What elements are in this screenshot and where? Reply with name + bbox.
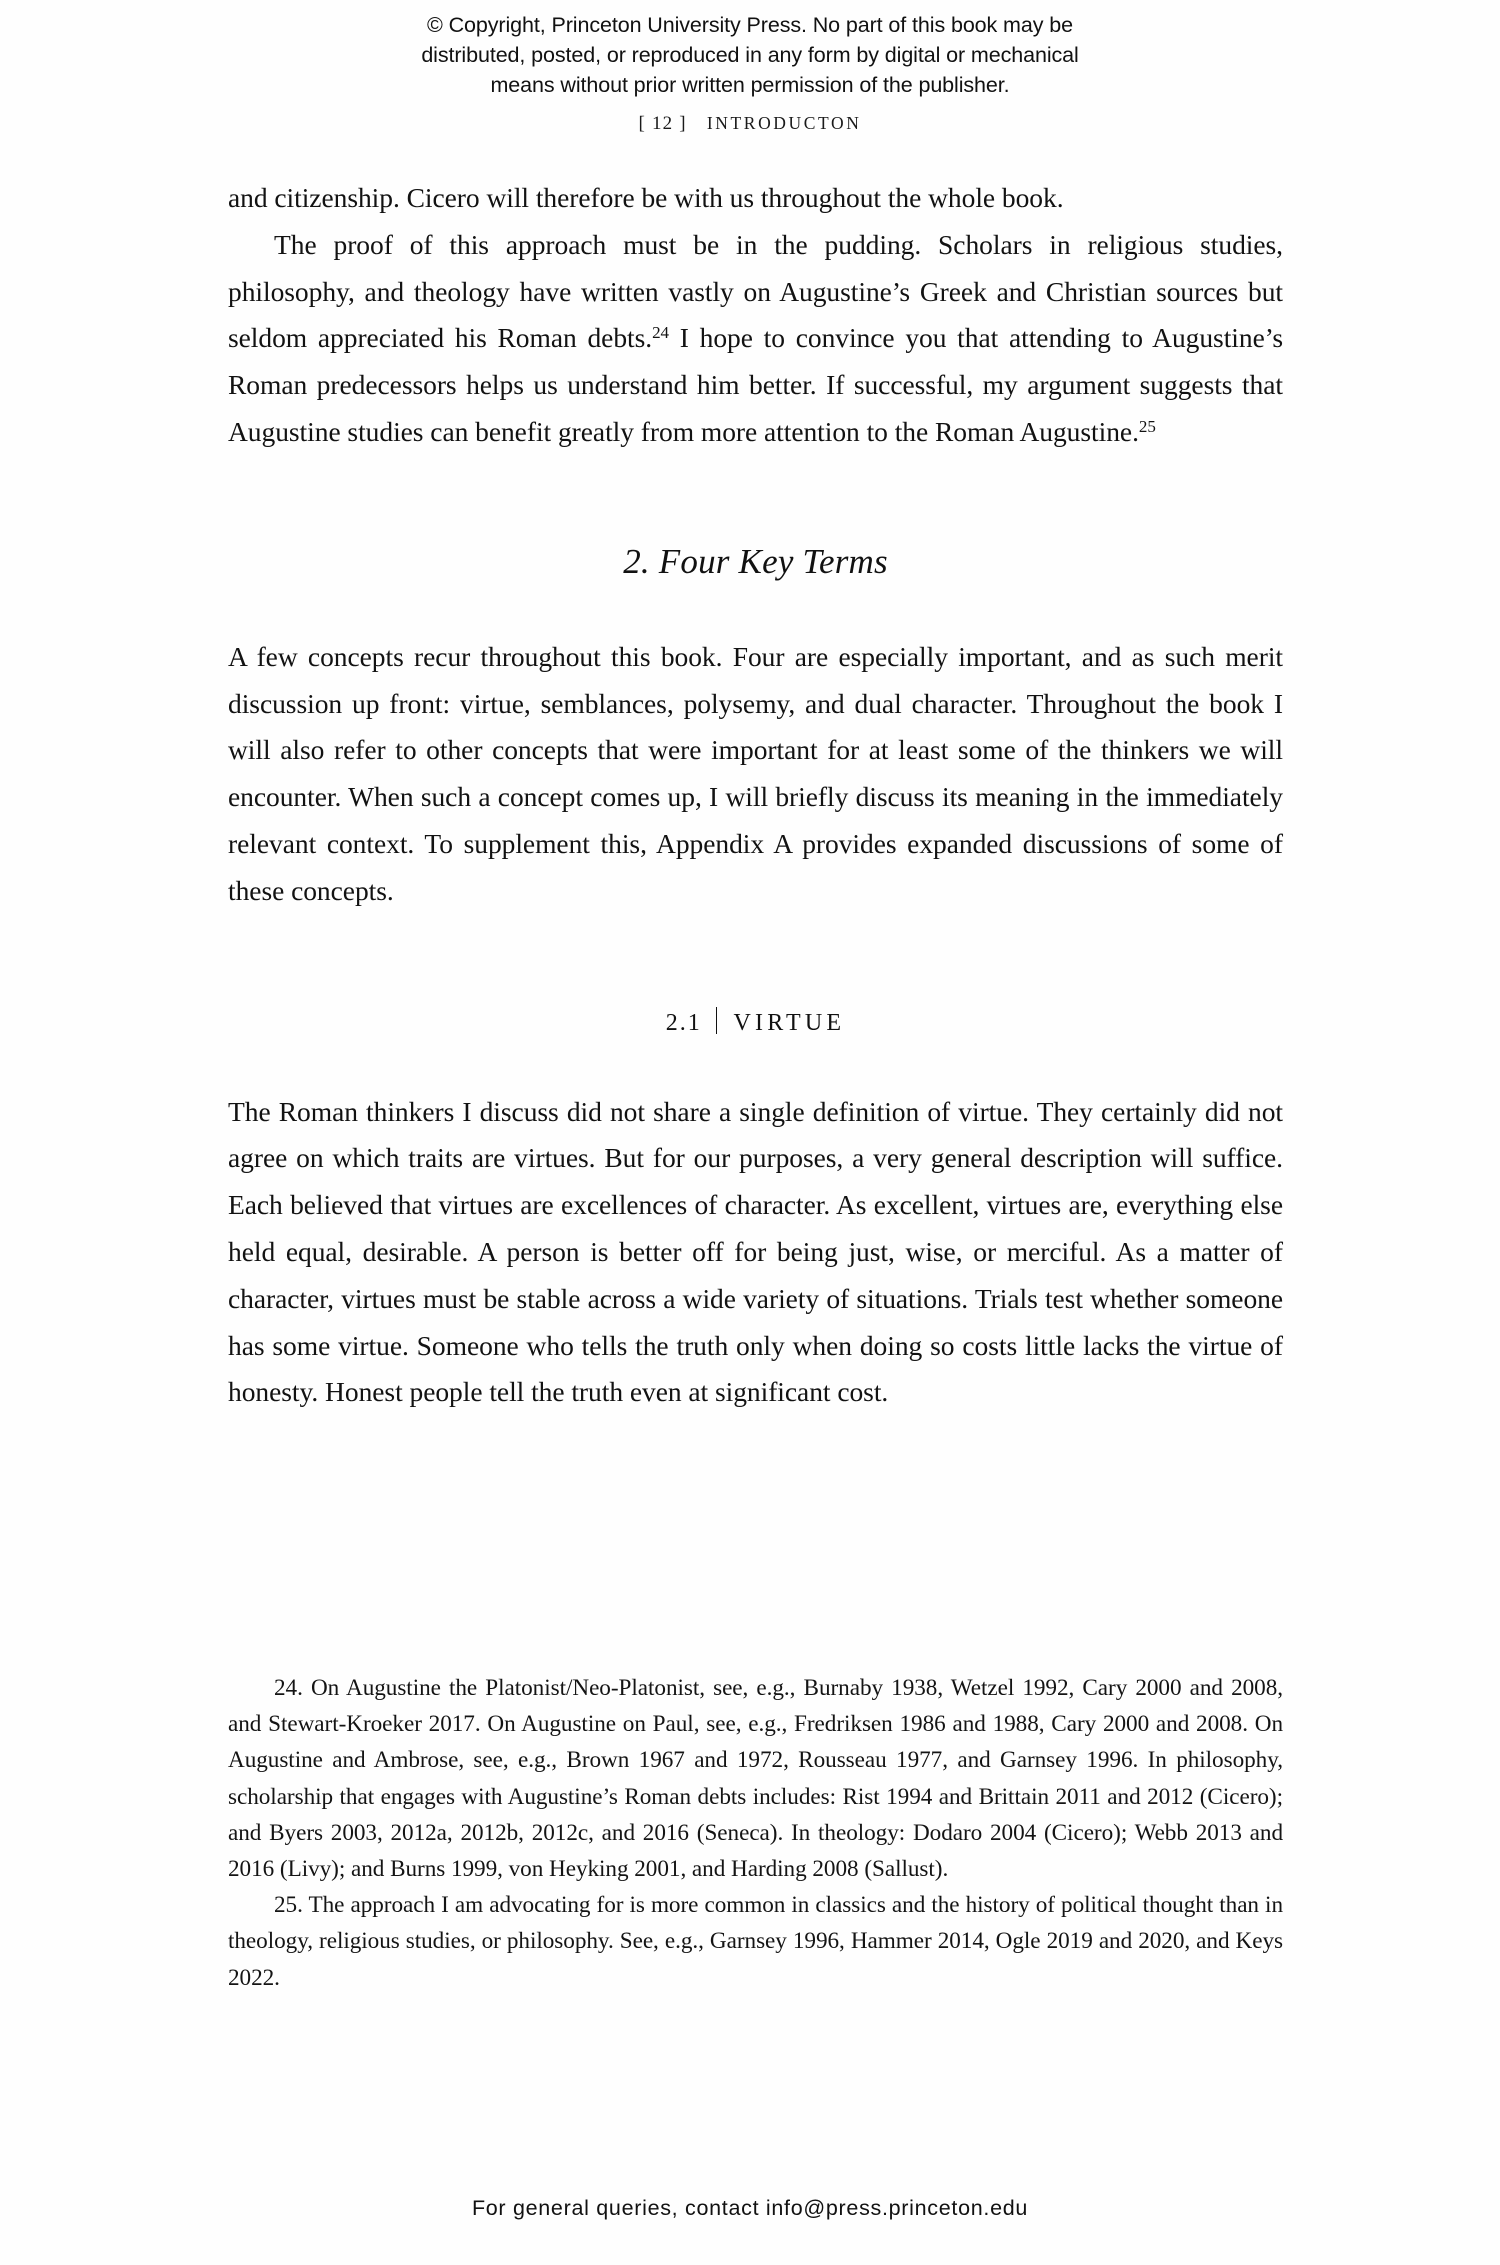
body-paragraph-3: A few concepts recur throughout this book. Four are especially important, and as such merit discussion up front: virtue, semblances, polysemy, and dual character. Throughout the book I will also refer to other concepts that were important for at least some of the thinkers we will encounter. When such a concept comes up, I will briefly discuss its meaning in the immediately relevant context. To supplement this, Appendix A provides expanded discussions of some of these concepts. bbox=[228, 640, 1283, 906]
body-paragraph-1: and citizenship. Cicero will therefore be with us throughout the whole book. bbox=[228, 182, 1064, 213]
paragraph-2-text-part-1: The proof of this approach must be in the pudding. Scholars in religious studies, philosophy, and theology have written vastly on Augustine’s Greek and Christian sources but seldom appreciated his Roman debts. bbox=[228, 228, 1283, 354]
copyright-notice bbox=[0, 10, 1500, 100]
footnote-item: 24. On Augustine the Platonist/Neo-Platonist, see, e.g., Burnaby 1938, Wetzel 1992, Cary 2000 and 2008, and Stewart-Kroeker 2017. On Augustine on Paul, see, e.g., Fredriksen 1986 and 1988, Cary 2000 and 2008. On Augustine and Ambrose, see, e.g., Brown 1967 and 1972, Rousseau 1977, and Garnsey 1996. In philosophy, scholarship that engages with Augustine’s Roman debts includes: Rist 1994 and Brittain 2011 and 2012 (Cicero); and Byers 2003, 2012a, 2012b, 2012c, and 2016 (Seneca). In theology: Dodaro 2004 (Cicero); Webb 2013 and 2016 (Livy); and Burns 1999, von Heyking 2001, and Harding 2008 (Sallust). bbox=[228, 1675, 1283, 1883]
chapter-title: INTRODUCTON bbox=[706, 113, 862, 133]
running-head bbox=[0, 113, 1500, 135]
copyright-line-1: © Copyright, Princeton University Press. No part of this book may be bbox=[427, 13, 1073, 37]
paragraph-2-text-part-2: I hope to convince you that attending to Augustine’s Roman predecessors helps us understand him better. If successful, my argument suggests that Augustine studies can benefit greatly from more attention to the Roman Augustine. bbox=[228, 322, 1283, 447]
main-text-block bbox=[228, 175, 1283, 1416]
section-heading-wrapper bbox=[228, 542, 1283, 582]
subsection-number: 2.1 bbox=[665, 1009, 702, 1036]
page-folio: [ 12 ] bbox=[638, 113, 687, 134]
subsection-heading-wrapper bbox=[228, 1007, 1283, 1037]
subsection-title: VIRTUE bbox=[733, 1009, 846, 1036]
subsection-heading bbox=[666, 1007, 845, 1037]
body-paragraph-4: The Roman thinkers I discuss did not share a single definition of virtue. They certainly did not agree on which traits are virtues. But for our purposes, a very general description will suffice. Each believed that virtues are excellences of character. As excellent, virtues are, everything else held equal, desirable. A person is better off for being just, wise, or merciful. As a matter of character, virtues must be stable across a wide variety of situations. Trials test whether someone has some virtue. Someone who tells the truth only when doing so costs little lacks the virtue of honesty. Honest people tell the truth even at significant cost. bbox=[228, 1095, 1283, 1408]
footnote-marker-25[interactable]: 25 bbox=[1138, 417, 1156, 437]
section-heading: 2. Four Key Terms bbox=[623, 541, 888, 581]
vertical-rule-divider bbox=[716, 1007, 718, 1034]
page-footer: For general queries, contact info@press.princeton.edu bbox=[471, 2196, 1029, 2220]
footnote-marker-24[interactable]: 24 bbox=[652, 323, 670, 343]
footnote-item: 25. The approach I am advocating for is more common in classics and the history of political thought than in theology, religious studies, or philosophy. See, e.g., Garnsey 1996, Hammer 2014, Ogle 2019 and 2020, and Keys 2022. bbox=[228, 1892, 1283, 1991]
copyright-line-3: means without prior written permission of the publisher. bbox=[490, 73, 1010, 98]
footnotes-block bbox=[228, 1670, 1283, 1996]
copyright-line-2: distributed, posted, or reproduced in any form by digital or mechanical bbox=[421, 43, 1079, 68]
body-paragraph-2 bbox=[228, 222, 1283, 456]
